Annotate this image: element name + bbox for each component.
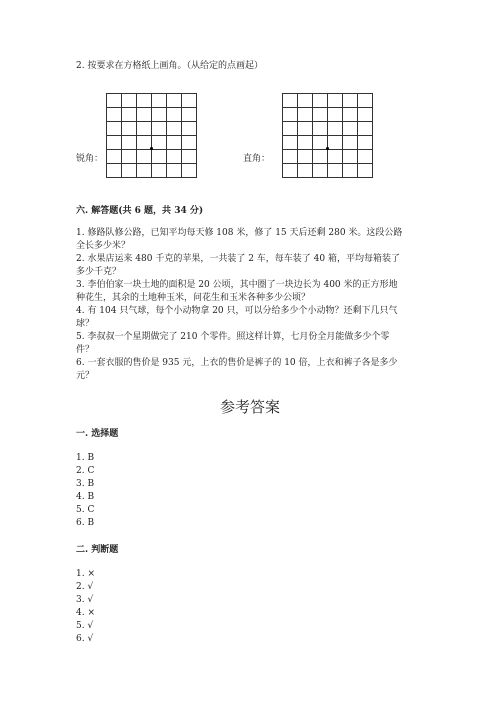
problem-line: 种花生，其余的土地种玉米，问花生和玉米各种多少公顷？	[76, 293, 311, 303]
problem-line: 5. 李叔叔一个星期做完了 210 个零件。照这样计算，七月份全月能做多少个零	[76, 332, 390, 342]
section-6-heading: 六. 解答题(共 6 题，共 34 分)	[76, 206, 204, 216]
problem-line: 3. 李伯伯家一块土地的面积是 20 公顷，其中圈了一块边长为 400 米的正方形地	[76, 280, 398, 290]
problem-line: 元？	[76, 371, 95, 381]
answer-item: 1. B	[76, 453, 95, 463]
problem-line: 4. 有 104 只气球，每个小动物拿 20 只，可以分给多少个小动物？还剩下几只气	[76, 306, 398, 316]
answer-item: 3. B	[76, 479, 95, 489]
answer-section-1-heading: 一. 选择题	[76, 429, 119, 439]
problem-line: 1. 修路队修公路，已知平均每天修 108 米，修了 15 天后还剩 280 米。这段公路	[76, 228, 403, 238]
acute-angle-label: 锐角：	[76, 154, 104, 164]
answer-section-2-heading: 二. 判断题	[76, 545, 119, 555]
answer-item: 6. √	[76, 634, 94, 644]
start-point-dot	[326, 147, 329, 150]
answer-item: 6. B	[76, 518, 95, 528]
problem-line: 6. 一套衣服的售价是 935 元，上衣的售价是裤子的 10 倍，上衣和裤子各是多少	[76, 358, 398, 368]
answer-item: 1. ×	[76, 569, 95, 579]
answer-item: 5. C	[76, 505, 95, 515]
problem-line: 多少千克？	[76, 267, 122, 277]
problem-line: 全长多少米？	[76, 241, 131, 251]
acute-angle-grid	[106, 93, 197, 178]
question-2-text: 2. 按要求在方格纸上画角。（从给定的点画起）	[76, 61, 263, 71]
answer-item: 2. C	[76, 466, 95, 476]
problem-line: 2. 水果店运来 480 千克的苹果，一共装了 2 车，每车装了 40 箱，平均每箱装了	[76, 254, 400, 264]
problem-line: 球？	[76, 319, 95, 329]
answer-item: 2. √	[76, 582, 94, 592]
answer-item: 4. B	[76, 492, 95, 502]
right-angle-grid	[282, 93, 373, 178]
answer-item: 3. √	[76, 595, 94, 605]
start-point-dot	[150, 147, 153, 150]
answer-item: 4. ×	[76, 608, 95, 618]
right-angle-label: 直角：	[243, 154, 271, 164]
answers-title: 参考答案	[219, 398, 280, 416]
answer-item: 5. √	[76, 621, 94, 631]
problem-line: 件？	[76, 345, 95, 355]
